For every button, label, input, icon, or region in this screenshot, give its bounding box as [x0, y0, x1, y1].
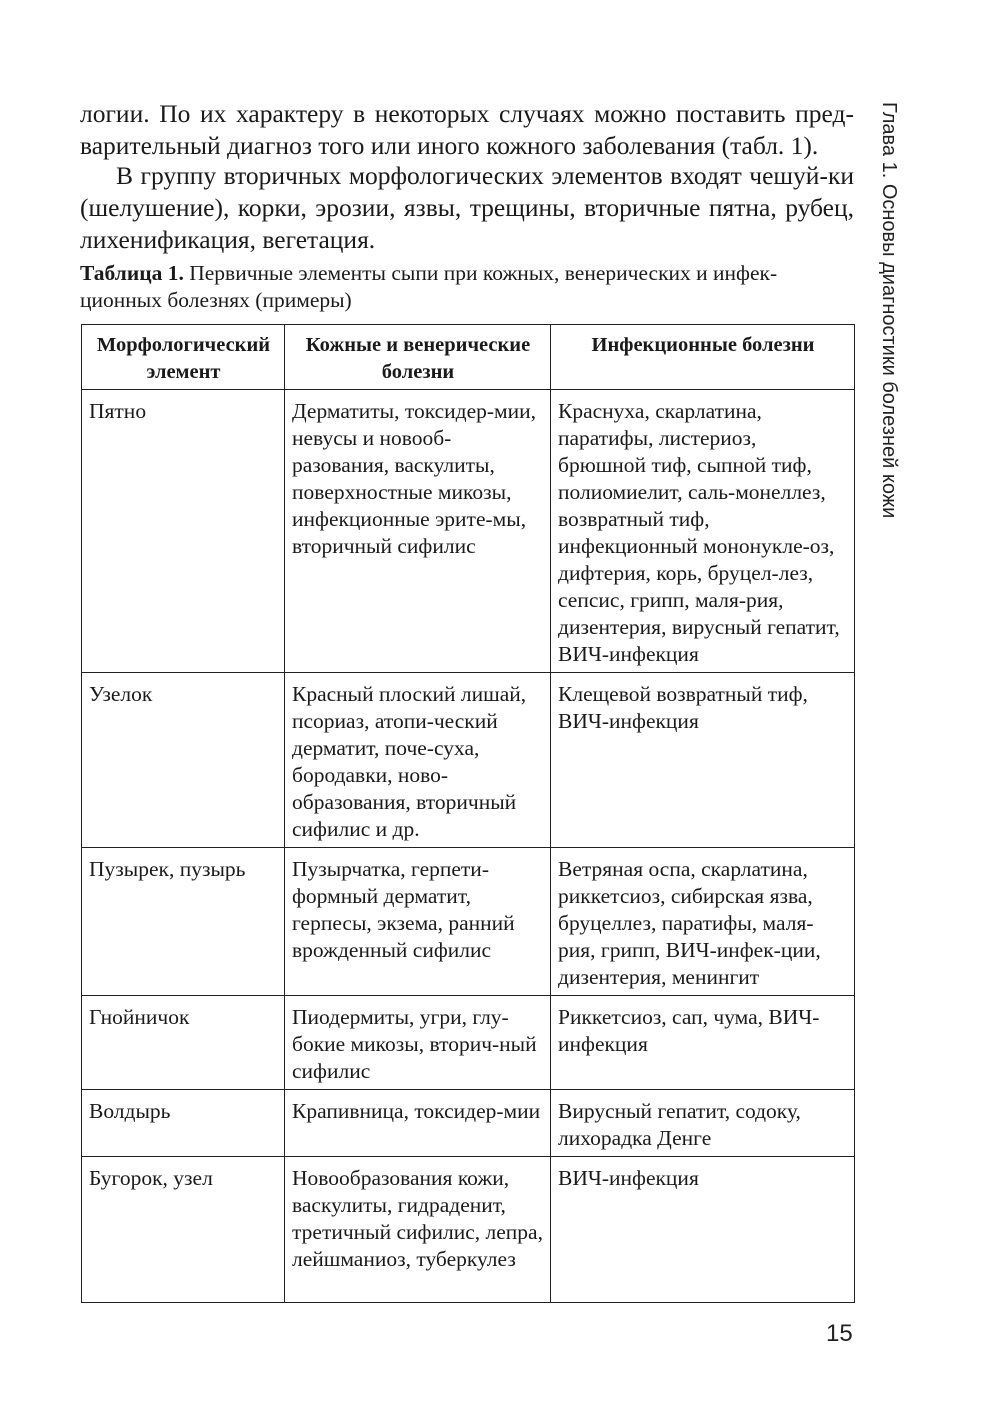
table-caption-text: Первичные элементы сыпи при кожных, венерических и инфек-ционных болезнях (примеры) [80, 261, 778, 312]
header-morphological-element: Морфологический элемент [82, 325, 285, 390]
paragraph-2: В группу вторичных морфологических элементов входят чешуй-ки (шелушение), корки, эрозии, язвы, трещины, вторичные пятна, рубец, лихенификация, вегетация. [80, 161, 854, 254]
table-row [82, 848, 855, 996]
cell-element: Узелок [82, 673, 285, 848]
cell-skin-diseases: Красный плоский лишай, псориаз, атопи-ческий дерматит, поче-суха, бородавки, ново-образования, вторичный сифилис и др. [285, 673, 551, 848]
cell-infectious-diseases: Вирусный гепатит, содоку, лихорадка Денге [551, 1090, 855, 1157]
cell-skin-diseases: Дерматиты, токсидер-мии, невусы и новооб-разования, васкулиты, поверхностные микозы, инфекционные эрите-мы, вторичный сифилис [285, 390, 551, 673]
header-skin-venereal-diseases: Кожные и венерические болезни [285, 325, 551, 390]
table-caption-label: Таблица 1. [80, 261, 184, 285]
page-number: 15 [826, 1320, 853, 1347]
table-row [82, 996, 855, 1090]
table-caption [80, 260, 854, 314]
table-row [82, 390, 855, 673]
cell-infectious-diseases: Краснуха, скарлатина, паратифы, листериоз, брюшной тиф, сыпной тиф, полиомиелит, саль-монеллез, возвратный тиф, инфекционный мононукле-оз, дифтерия, корь, бруцел-лез, сепсис, грипп, маля-рия, дизентерия, вирусный гепатит, ВИЧ-инфекция [551, 390, 855, 673]
cell-infectious-diseases: Клещевой возвратный тиф, ВИЧ-инфекция [551, 673, 855, 848]
cell-skin-diseases: Новообразования кожи, васкулиты, гидраденит, третичный сифилис, лепра, лейшманиоз, туберкулез [285, 1157, 551, 1303]
cell-infectious-diseases: Риккетсиоз, сап, чума, ВИЧ-инфекция [551, 996, 855, 1090]
table-row [82, 1157, 855, 1303]
cell-element: Волдырь [82, 1090, 285, 1157]
table-row [82, 1090, 855, 1157]
cell-skin-diseases: Крапивница, токсидер-мии [285, 1090, 551, 1157]
table-header-row [82, 325, 855, 390]
cell-element: Пузырек, пузырь [82, 848, 285, 996]
paragraph-1: логии. По их характеру в некоторых случаях можно поставить пред-варительный диагноз того или иного кожного заболевания (табл. 1). [80, 99, 854, 160]
primary-elements-table [81, 324, 855, 1303]
table-row [82, 673, 855, 848]
cell-element: Пятно [82, 390, 285, 673]
cell-infectious-diseases: Ветряная оспа, скарлатина, риккетсиоз, сибирская язва, бруцеллез, паратифы, маля-рия, грипп, ВИЧ-инфек-ции, дизентерия, менингит [551, 848, 855, 996]
header-infectious-diseases: Инфекционные болезни [551, 325, 855, 390]
cell-infectious-diseases: ВИЧ-инфекция [551, 1157, 855, 1303]
cell-skin-diseases: Пузырчатка, герпети-формный дерматит, герпесы, экзема, ранний врожденный сифилис [285, 848, 551, 996]
cell-element: Бугорок, узел [82, 1157, 285, 1303]
cell-skin-diseases: Пиодермиты, угри, глу-бокие микозы, вторич-ный сифилис [285, 996, 551, 1090]
running-head-chapter-title: Глава 1. Основы диагностики болезней кожи [878, 102, 900, 519]
cell-element: Гнойничок [82, 996, 285, 1090]
